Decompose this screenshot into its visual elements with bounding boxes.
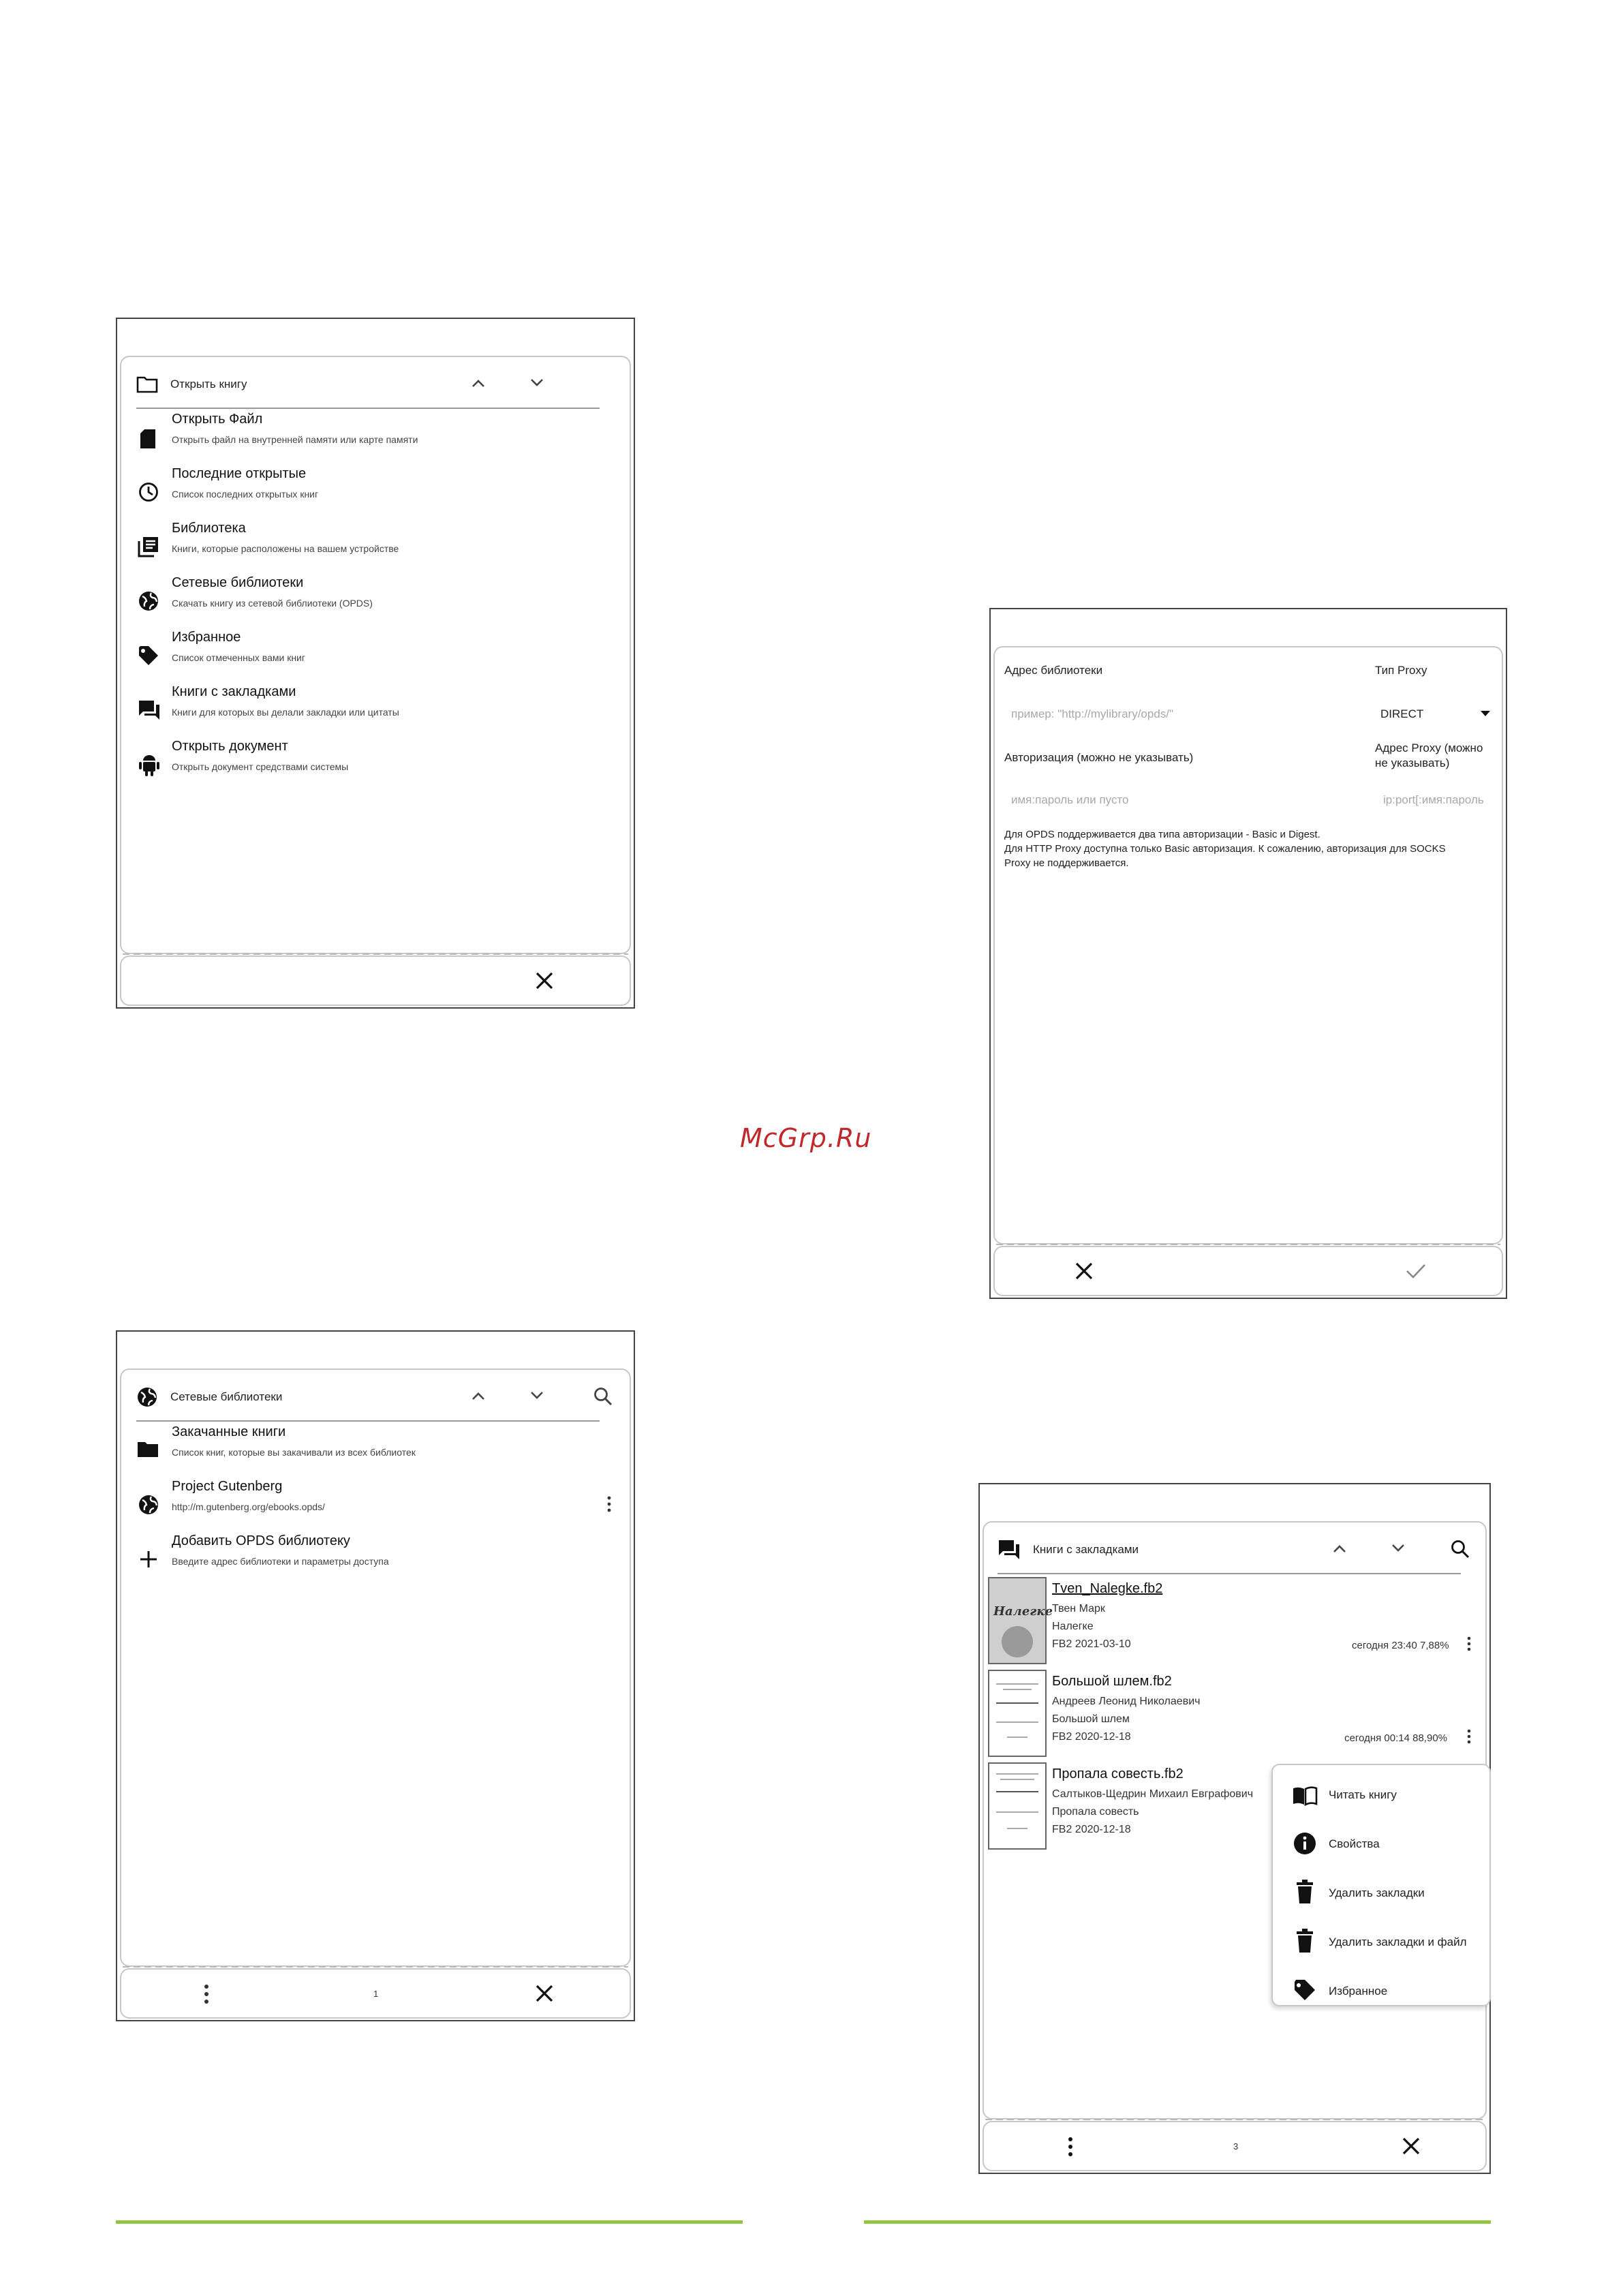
book-cover [988,1762,1047,1850]
form-panel [993,646,1503,1244]
book-title: Налегке [1052,1621,1094,1632]
item-title: Избранное [172,630,241,645]
trash-icon [1296,1880,1314,1904]
item-subtitle: http://m.gutenberg.org/ebooks.opds/ [172,1501,325,1512]
search-icon[interactable] [593,1386,613,1407]
book-open-icon [1292,1786,1318,1806]
separator [996,1244,1500,1245]
menu-item-properties[interactable] [1273,1820,1489,1869]
bottom-bar [993,1246,1503,1296]
item-title: Библиотека [172,521,246,536]
header-title: Книги с закладками [1033,1543,1139,1556]
proxy-type-value: DIRECT [1380,707,1424,720]
proxy-type-label: Тип Proxy [1375,664,1427,677]
screen-open-book [116,318,635,1009]
menu-item-delete-bookmarks[interactable] [1273,1869,1489,1918]
close-icon[interactable] [534,970,555,991]
menu-item-label: Удалить закладки и файл [1329,1935,1467,1948]
item-title: Открыть документ [172,739,288,754]
menu-item-delete-bookmarks-and-file[interactable] [1273,1918,1489,1967]
book-title: Большой шлем [1052,1713,1130,1725]
auth-label: Авторизация (можно не указывать) [1004,751,1194,764]
cover-title: Налегке [993,1604,1053,1619]
book-author: Салтыков-Щедрин Михаил Евграфович [1052,1788,1254,1800]
auth-note-line3: Proxy не поддерживается. [1004,857,1129,869]
item-subtitle: Список книг, которые вы закачивали из всех библиотек [172,1447,416,1458]
bottom-bar [120,955,631,1006]
globe-icon [138,590,159,612]
book-row[interactable] [984,1667,1488,1760]
clock-icon [138,481,159,503]
more-vertical-icon[interactable] [1466,1728,1472,1745]
menu-item-library[interactable] [121,521,625,575]
network-libraries-panel [120,1368,631,1967]
menu-item-label: Свойства [1329,1837,1380,1850]
confirm-check-icon[interactable] [1405,1262,1427,1280]
item-title: Книги с закладками [172,684,296,699]
search-icon[interactable] [1450,1539,1470,1559]
bottom-bar [120,1968,631,2019]
menu-item-read-book[interactable] [1273,1771,1489,1820]
tag-icon [1293,1979,1316,2002]
globe-icon [138,1494,159,1516]
separator [123,1966,628,1968]
book-author: Андреев Леонид Николаевич [1052,1696,1201,1707]
screen-bookmarked-books [978,1483,1491,2174]
separator [985,2119,1484,2120]
menu-item-favorites[interactable] [121,630,625,684]
book-row[interactable] [984,1574,1488,1667]
item-title: Закачанные книги [172,1424,286,1439]
book-cover [988,1577,1053,1664]
folder-outline-icon [136,375,158,394]
bottom-bar [983,2121,1487,2171]
book-file-name: Большой шлем.fb2 [1052,1674,1172,1689]
book-file-name: Пропала совесть.fb2 [1052,1766,1184,1781]
book-file-name: Tven_Nalegke.fb2 [1052,1581,1163,1596]
item-subtitle: Список отмеченных вами книг [172,652,305,663]
dropdown-arrow-icon [1480,710,1491,717]
book-cover [988,1670,1047,1757]
item-subtitle: Введите адрес библиотеки и параметры доступа [172,1556,389,1567]
item-title: Открыть Файл [172,412,263,427]
item-subtitle: Открыть файл на внутренней памяти или карте памяти [172,434,418,445]
header-divider [136,1420,600,1422]
plus-icon [139,1550,158,1569]
menu-item-recent[interactable] [121,466,625,521]
chevron-down-icon[interactable] [529,1389,545,1403]
item-subtitle: Список последних открытых книг [172,489,319,500]
menu-item-favorites[interactable] [1273,1967,1489,2016]
item-title: Project Gutenberg [172,1479,283,1494]
menu-item-bookmarked-books[interactable] [121,684,625,739]
book-read-progress: сегодня 23:40 7,88% [1352,1640,1449,1651]
chevron-down-icon[interactable] [1390,1542,1406,1555]
library-address-label: Адрес библиотеки [1004,664,1103,677]
menu-item-network-libraries[interactable] [121,575,625,630]
globe-icon [136,1386,158,1408]
header-title: Сетевые библиотеки [170,1390,283,1403]
book-read-progress: сегодня 00:14 88,90% [1344,1732,1447,1744]
close-icon[interactable] [1401,2136,1421,2156]
more-vertical-icon[interactable] [606,1495,612,1513]
screen-network-libraries [116,1330,635,2021]
screen-add-opds-library [989,608,1507,1299]
more-vertical-icon[interactable] [1067,2136,1074,2158]
auth-input[interactable]: имя:пароль или пусто [1011,793,1129,806]
open-book-panel [120,356,631,954]
proxy-address-label-line2: не указывать) [1375,756,1450,769]
library-icon [138,536,159,557]
more-vertical-icon[interactable] [1466,1636,1472,1652]
page-count: 3 [1233,2141,1239,2152]
watermark-text: McGrp.Ru [740,1123,872,1153]
proxy-address-label-line1: Адрес Proxy (можно [1375,741,1483,754]
auth-note-line2: Для HTTP Proxy доступна только Basic авторизация. К сожалению, авторизация для SOCKS [1004,843,1446,855]
list-item-add-opds-library[interactable] [121,1533,625,1588]
item-subtitle: Книги для которых вы делали закладки или цитаты [172,707,399,718]
separator [123,953,628,955]
chevron-up-icon[interactable] [1331,1542,1348,1555]
android-icon [138,752,161,777]
chevron-up-icon[interactable] [470,376,486,390]
sd-card-icon [139,428,157,450]
menu-item-open-document[interactable] [121,739,625,793]
proxy-type-select[interactable] [1375,702,1498,726]
book-format-date: FB2 2020-12-18 [1052,1731,1131,1743]
book-author: Твен Марк [1052,1603,1105,1614]
auth-note-line1: Для OPDS поддерживается два типа авторизации - Basic и Digest. [1004,829,1320,840]
chat-icon [998,1539,1021,1561]
proxy-address-input[interactable]: ip:port[:имя:пароль [1383,793,1484,806]
item-title: Последние открытые [172,466,307,481]
cancel-icon[interactable] [1074,1261,1094,1281]
menu-item-open-file[interactable] [121,412,625,466]
footer-rule-right [864,2220,1491,2224]
book-format-date: FB2 2021-03-10 [1052,1638,1131,1650]
chat-icon [138,699,161,721]
footer-rule-left [116,2220,743,2224]
tag-icon [138,645,159,667]
page-count: 1 [373,1989,379,1999]
item-subtitle: Открыть документ средствами системы [172,761,349,772]
book-context-menu [1271,1764,1491,2006]
library-address-input[interactable]: пример: "http://mylibrary/opds/" [1011,707,1174,720]
header-divider [136,408,600,409]
menu-item-label: Удалить закладки [1329,1886,1425,1899]
list-item-project-gutenberg[interactable] [121,1479,625,1533]
list-item-downloaded-books[interactable] [121,1424,625,1479]
close-icon[interactable] [534,1983,555,2004]
item-title: Добавить OPDS библиотеку [172,1533,350,1548]
item-title: Сетевые библиотеки [172,575,304,590]
menu-item-label: Читать книгу [1329,1788,1397,1801]
cover-illustration [1002,1626,1033,1657]
trash-icon [1296,1929,1314,1953]
book-format-date: FB2 2020-12-18 [1052,1824,1131,1835]
chevron-up-icon[interactable] [470,1389,486,1403]
item-subtitle: Скачать книгу из сетевой библиотеки (OPDS) [172,598,373,609]
item-subtitle: Книги, которые расположены на вашем устройстве [172,543,399,554]
chevron-down-icon[interactable] [529,376,545,390]
more-vertical-icon[interactable] [203,1983,210,2005]
folder-icon [136,1439,159,1458]
info-icon [1293,1832,1316,1855]
menu-item-label: Избранное [1329,1985,1388,1997]
header-title: Открыть книгу [170,378,247,391]
book-title: Пропала совесть [1052,1806,1139,1818]
